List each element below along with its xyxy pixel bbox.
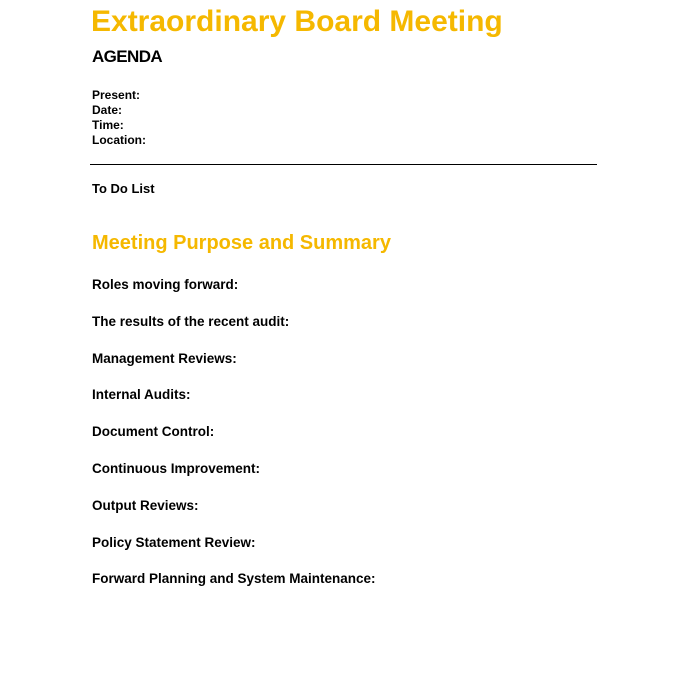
agenda-items-list [92,277,376,608]
horizontal-divider [90,164,597,165]
section-heading: Meeting Purpose and Summary [92,232,391,254]
meeting-details [92,88,146,148]
document-title: Extraordinary Board Meeting [91,5,503,38]
time-label: Time: [92,118,124,132]
agenda-heading: AGENDA [92,47,163,66]
agenda-item: The results of the recent audit: [92,313,290,329]
agenda-item: Internal Audits: [92,387,191,403]
agenda-item: Document Control: [92,424,215,440]
agenda-item: Forward Planning and System Maintenance: [92,571,376,587]
agenda-item: Roles moving forward: [92,277,239,292]
agenda-item: Management Reviews: [92,350,237,366]
agenda-item: Continuous Improvement: [92,460,260,476]
todo-list-label: To Do List [92,181,155,196]
present-label: Present: [92,88,141,102]
agenda-item: Policy Statement Review: [92,534,256,550]
location-label: Location: [92,133,146,147]
date-label: Date: [92,103,123,117]
agenda-item: Output Reviews: [92,497,199,513]
